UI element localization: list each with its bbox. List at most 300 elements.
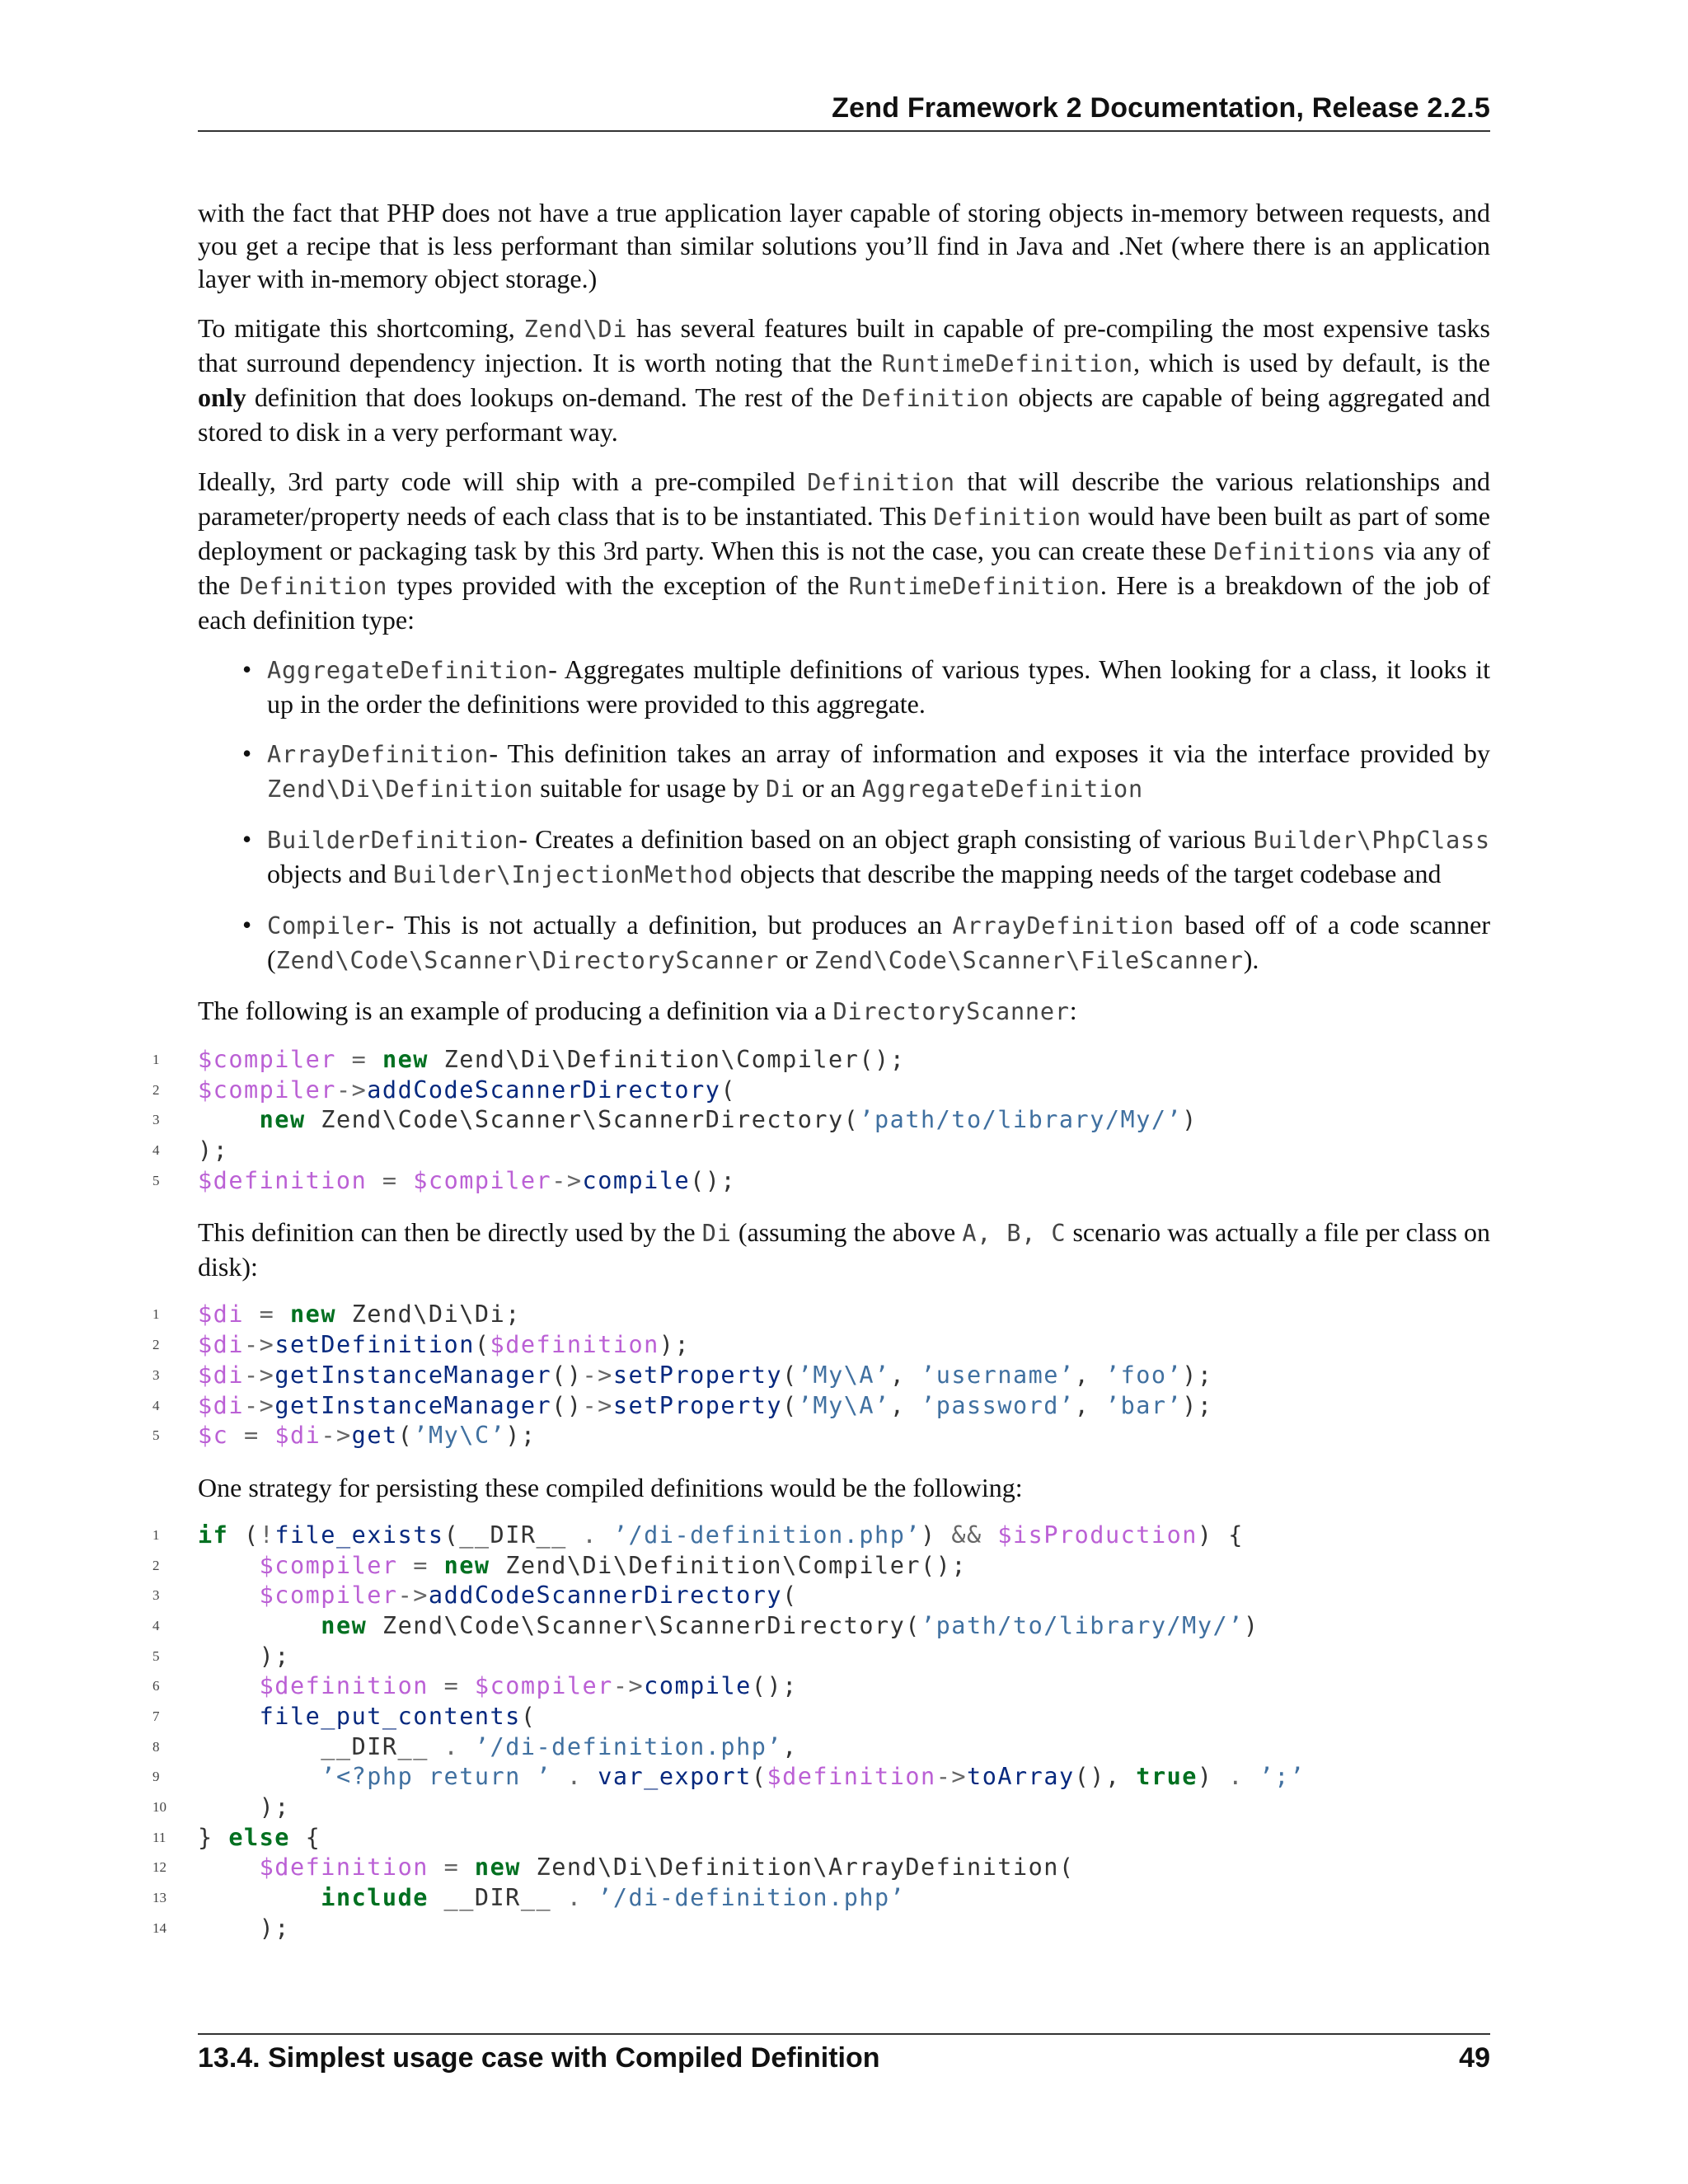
- code-literal: Zend\Di\Definition: [267, 776, 534, 803]
- code-token: [429, 1552, 444, 1579]
- text-run: definition that does lookups on-demand. The rest of the: [246, 382, 862, 412]
- code-token: );: [198, 1137, 229, 1165]
- code-token: ->: [582, 1391, 613, 1419]
- code-token: new: [443, 1551, 490, 1579]
- code-token: !: [259, 1521, 275, 1549]
- header-divider: [198, 130, 1490, 132]
- code-token: getInstanceManager: [274, 1361, 552, 1389]
- line-number: 12: [152, 1859, 166, 1876]
- code-literal: DirectoryScanner: [832, 998, 1070, 1025]
- line-number: 7: [152, 1708, 160, 1724]
- code-token: ->: [935, 1763, 968, 1791]
- code-token: ’My\A’: [797, 1361, 890, 1389]
- code-token: .: [1228, 1763, 1244, 1791]
- line-number: 3: [152, 1112, 160, 1128]
- code-line: [0, 1421, 1490, 1451]
- code-literal: AggregateDefinition: [861, 776, 1143, 803]
- code-source: [198, 1732, 798, 1763]
- text-run: that will describe the various relationships and parameter/property needs of each class that is to be instantiated. This: [198, 466, 1491, 531]
- code-token: $di: [198, 1331, 244, 1359]
- line-number: 2: [152, 1081, 160, 1098]
- code-token: ,: [1074, 1391, 1105, 1419]
- code-line: [0, 1551, 1490, 1582]
- code-source: [198, 1671, 798, 1702]
- text-run: based off of a code scanner (: [267, 910, 1491, 974]
- code-token: [244, 1301, 260, 1328]
- code-line: [0, 1732, 1490, 1763]
- code-token: =: [413, 1551, 429, 1579]
- text-run: (assuming the above: [731, 1217, 963, 1248]
- code-token: $definition: [259, 1672, 429, 1700]
- code-token: [459, 1733, 475, 1760]
- line-number: 4: [152, 1397, 160, 1413]
- text-run: objects are capable of being aggregated and stored to disk in a very performant way.: [198, 382, 1491, 447]
- code-token: [198, 1884, 321, 1911]
- line-number: 2: [152, 1557, 160, 1573]
- code-token: getInstanceManager: [274, 1391, 552, 1419]
- code-token: [398, 1552, 414, 1579]
- code-line: [0, 1702, 1490, 1732]
- line-number: 11: [152, 1829, 166, 1845]
- code-token: [198, 1763, 321, 1790]
- code-line: [0, 1300, 1490, 1330]
- code-literal: Builder\InjectionMethod: [392, 861, 734, 888]
- code-token: ’foo’: [1104, 1361, 1183, 1389]
- list-item-builder-definition: [242, 823, 1490, 892]
- code-source: [198, 1361, 1213, 1391]
- paragraph-intro: [198, 196, 1490, 295]
- list-item-compiler: [242, 908, 1491, 977]
- code-line: [0, 1166, 1490, 1197]
- line-number: 3: [152, 1587, 160, 1604]
- code-source: [198, 1823, 321, 1854]
- code-literal: Definition: [861, 385, 1010, 412]
- code-token: ->: [321, 1422, 352, 1450]
- code-token: [429, 1854, 444, 1881]
- text-run: scenario was actually a file per class on disk):: [198, 1217, 1491, 1282]
- code-token: [459, 1854, 475, 1881]
- text-run: or: [779, 944, 814, 974]
- code-line: [0, 1611, 1490, 1642]
- bullet-icon: •: [242, 910, 252, 940]
- code-token: (),: [1074, 1763, 1137, 1791]
- code-token: (: [782, 1582, 798, 1610]
- code-token: addCodeScannerDirectory: [428, 1582, 783, 1610]
- code-line: [0, 1793, 1490, 1823]
- code-token: $c: [198, 1422, 229, 1450]
- code-token: [1244, 1763, 1259, 1790]
- code-token: ,: [889, 1391, 921, 1419]
- list-item-text: [267, 654, 1490, 719]
- code-token: ): [1243, 1611, 1259, 1639]
- text-run: This definition can then be directly used by the: [198, 1217, 702, 1248]
- code-token: [336, 1046, 352, 1073]
- code-token: ): [921, 1521, 952, 1549]
- code-token: [367, 1046, 382, 1073]
- text-run: suitable for usage by: [533, 773, 766, 803]
- line-number: 4: [152, 1617, 160, 1633]
- code-token: $definition: [259, 1854, 429, 1882]
- text-run: . Here is a breakdown of the job of each definition type:: [198, 570, 1491, 635]
- code-token: [260, 1422, 275, 1449]
- code-token: [198, 1854, 260, 1881]
- code-source: [198, 1105, 1198, 1136]
- code-token: );: [659, 1331, 691, 1359]
- line-number: 2: [152, 1337, 160, 1353]
- paragraph-ideally: [198, 465, 1490, 636]
- code-token: compile: [582, 1166, 691, 1194]
- code-token: addCodeScannerDirectory: [367, 1076, 721, 1104]
- code-source: [198, 1076, 736, 1106]
- code-token: Zend\Code\Scanner\ScannerDirectory(: [305, 1106, 860, 1134]
- code-token: [198, 1106, 260, 1133]
- code-token: ’My\A’: [797, 1391, 890, 1419]
- code-literal: ArrayDefinition: [267, 741, 490, 768]
- code-token: ’path/to/library/My/’: [859, 1106, 1183, 1134]
- text-run: :: [1069, 996, 1077, 1025]
- text-run: via any of the: [198, 536, 1491, 600]
- text-run: types provided with the exception of the: [387, 570, 849, 600]
- code-token: (: [782, 1361, 798, 1389]
- code-source: [198, 1045, 905, 1076]
- code-literal: Di: [765, 776, 795, 803]
- code-token: $definition: [767, 1763, 936, 1791]
- code-token: ->: [582, 1361, 613, 1389]
- paragraph-example-intro: [198, 994, 1490, 1029]
- code-token: ,: [889, 1361, 921, 1389]
- page-body: [152, 196, 1491, 1964]
- text-run: - Creates a definition based on an object graph consisting of various: [518, 824, 1254, 854]
- code-token: new: [474, 1854, 521, 1882]
- code-token: $compiler: [413, 1166, 552, 1194]
- code-source: [198, 1793, 290, 1823]
- line-number: 4: [152, 1142, 160, 1159]
- code-literal: ArrayDefinition: [952, 912, 1175, 940]
- line-number: 1: [152, 1526, 160, 1543]
- code-line: [0, 1361, 1490, 1391]
- code-token: (): [551, 1361, 583, 1389]
- code-token: [551, 1763, 567, 1790]
- code-token: $isProduction: [997, 1521, 1198, 1549]
- text-run: One strategy for persisting these compiled definitions would be the following:: [198, 1472, 1023, 1502]
- footer-divider: [198, 2033, 1490, 2035]
- code-token: [398, 1167, 414, 1194]
- text-run: would have been built as part of some deployment or packaging task by this 3rd party. When this is not the case, you can create these: [198, 501, 1491, 565]
- code-token: [198, 1552, 260, 1579]
- code-literal: Di: [701, 1220, 732, 1248]
- code-token: ,: [782, 1732, 798, 1760]
- code-token: __DIR__: [198, 1732, 444, 1760]
- code-token: $compiler: [259, 1582, 398, 1610]
- code-literal: Zend\Di: [523, 316, 628, 343]
- paragraph-mitigate: [198, 312, 1490, 448]
- text-run: or an: [795, 773, 862, 803]
- code-source: [198, 1611, 1259, 1642]
- code-token: $compiler: [474, 1672, 613, 1700]
- code-token: [459, 1672, 475, 1699]
- code-line: [0, 1045, 1490, 1076]
- code-token: );: [505, 1422, 537, 1450]
- text-run: The following is an example of producing a definition via a: [198, 996, 833, 1025]
- code-source: [198, 1581, 798, 1611]
- code-token: ->: [243, 1361, 275, 1389]
- code-source: [198, 1521, 1244, 1551]
- code-token: (: [397, 1422, 414, 1450]
- code-token: ->: [243, 1331, 275, 1359]
- code-token: &&: [951, 1521, 982, 1549]
- code-literal: A, B, C: [962, 1220, 1067, 1248]
- code-token: .: [443, 1732, 460, 1760]
- code-token: ->: [243, 1391, 275, 1419]
- code-line: [0, 1762, 1490, 1793]
- code-token: =: [443, 1672, 460, 1700]
- code-source: [198, 1883, 905, 1914]
- code-literal: RuntimeDefinition: [848, 573, 1100, 600]
- code-token: [274, 1301, 290, 1328]
- code-block-di-usage: [0, 1300, 1490, 1451]
- line-number: 8: [152, 1738, 160, 1755]
- code-token: =: [259, 1301, 275, 1329]
- code-source: [198, 1762, 1306, 1793]
- code-token: [198, 1672, 260, 1699]
- list-item-aggregate-definition: [242, 653, 1490, 720]
- code-line: [0, 1581, 1490, 1611]
- code-literal: Definition: [239, 573, 388, 600]
- code-literal: RuntimeDefinition: [881, 350, 1133, 377]
- code-token: (: [228, 1521, 260, 1549]
- code-token: Zend\Di\Definition\ArrayDefinition(: [520, 1854, 1075, 1882]
- code-token: file_exists: [274, 1521, 444, 1549]
- code-token: file_put_contents: [259, 1703, 521, 1730]
- line-number: 1: [152, 1306, 160, 1323]
- line-number: 1: [152, 1052, 160, 1067]
- code-token: );: [1182, 1361, 1213, 1389]
- text-run: - Aggregates multiple definitions of various types. When looking for a class, it looks it up in the order the definitions were provided to this aggregate.: [267, 654, 1490, 719]
- line-number: 5: [152, 1172, 160, 1188]
- code-token: $compiler: [198, 1046, 336, 1073]
- text-run: has several features built in capable of pre-compiling the most expensive tasks that surround dependency injection. It is worth noting that the: [198, 313, 1490, 377]
- code-token: ();: [690, 1166, 737, 1194]
- code-token: ’;’: [1259, 1763, 1306, 1791]
- code-token: ) {: [1197, 1521, 1244, 1549]
- code-line: [0, 1391, 1490, 1422]
- code-literal: Definitions: [1213, 538, 1376, 565]
- line-number: 9: [152, 1769, 160, 1785]
- code-token: (): [551, 1391, 583, 1419]
- code-token: );: [198, 1793, 290, 1821]
- code-token: (: [720, 1076, 737, 1104]
- code-token: else: [228, 1823, 290, 1851]
- code-token: new: [321, 1611, 368, 1639]
- code-token: ’/di-definition.php’: [474, 1732, 783, 1760]
- code-literal: Definition: [933, 504, 1081, 531]
- emphasis-text: only: [198, 382, 246, 412]
- code-block-persisting: [0, 1521, 1490, 1944]
- code-token: ’/di-definition.php’: [612, 1521, 921, 1549]
- code-token: toArray: [967, 1763, 1075, 1791]
- bullet-icon: •: [242, 738, 252, 768]
- code-source: [198, 1136, 228, 1166]
- code-token: ’bar’: [1104, 1391, 1183, 1419]
- text-run: - This definition takes an array of information and exposes it via the interface provided by: [489, 738, 1490, 768]
- code-token: $compiler: [198, 1076, 336, 1104]
- code-token: [982, 1521, 998, 1549]
- code-token: Zend\Di\Definition\Compiler();: [490, 1551, 967, 1579]
- code-token: [367, 1167, 382, 1194]
- list-item-array-definition: [242, 737, 1490, 806]
- code-token: include: [321, 1884, 429, 1912]
- code-token: [429, 1672, 444, 1699]
- text-run: objects and: [267, 859, 393, 888]
- text-run: , which is used by default, is the: [1133, 348, 1491, 377]
- code-token: .: [566, 1763, 583, 1791]
- code-token: ’<?php return ’: [321, 1763, 552, 1791]
- code-token: $di: [198, 1301, 244, 1329]
- code-token: ’/di-definition.php’: [598, 1884, 906, 1912]
- code-literal: AggregateDefinition: [267, 657, 549, 684]
- code-token: .: [566, 1884, 583, 1912]
- bullet-icon: •: [242, 654, 252, 684]
- text-run: objects that describe the mapping needs of the target codebase and: [733, 859, 1442, 888]
- code-token: (: [520, 1703, 537, 1730]
- code-token: =: [244, 1422, 260, 1450]
- code-token: {: [289, 1823, 321, 1851]
- code-token: $definition: [490, 1331, 659, 1359]
- code-line: [0, 1853, 1490, 1883]
- code-token: =: [382, 1166, 398, 1194]
- code-block-compiler: [0, 1045, 1490, 1196]
- code-token: }: [198, 1823, 229, 1851]
- code-token: $di: [274, 1422, 321, 1450]
- code-source: [198, 1914, 290, 1944]
- code-token: Zend\Code\Scanner\ScannerDirectory(: [367, 1611, 921, 1639]
- code-token: [198, 1612, 321, 1639]
- code-source: [198, 1391, 1213, 1422]
- code-literal: Definition: [807, 469, 955, 496]
- code-token: =: [443, 1854, 460, 1882]
- code-token: [583, 1884, 598, 1911]
- code-line: [0, 1521, 1490, 1551]
- code-token: $definition: [198, 1166, 368, 1194]
- code-line: [0, 1136, 1490, 1166]
- code-token: ();: [751, 1672, 798, 1700]
- code-token: setDefinition: [274, 1331, 475, 1359]
- text-run: with the fact that PHP does not have a true application layer capable of storing objects in-memory between requests, and you get a recipe that is less performant than similar solutions you’ll find in Java and .Net (where there is an application layer with in-memory object storage.): [198, 198, 1490, 293]
- code-source: [198, 1702, 537, 1732]
- code-token: Zend\Di\Definition\Compiler();: [428, 1046, 906, 1073]
- code-token: ->: [397, 1582, 429, 1610]
- code-token: setProperty: [612, 1391, 783, 1419]
- text-run: ).: [1243, 944, 1259, 974]
- code-token: );: [198, 1642, 290, 1670]
- code-literal: Compiler: [267, 912, 386, 940]
- code-token: $di: [198, 1361, 244, 1389]
- line-number: 10: [152, 1799, 166, 1816]
- code-token: var_export: [598, 1763, 752, 1791]
- code-line: [0, 1671, 1490, 1702]
- code-literal: BuilderDefinition: [267, 827, 519, 854]
- code-literal: Builder\PhpClass: [1253, 827, 1490, 854]
- paragraph-usage: [198, 1216, 1490, 1283]
- line-number: 13: [152, 1890, 166, 1906]
- code-line: [0, 1330, 1490, 1361]
- text-run: - This is not actually a definition, but produces an: [385, 910, 953, 940]
- code-token: [583, 1763, 598, 1790]
- code-token: (: [474, 1331, 490, 1359]
- code-token: );: [198, 1914, 290, 1942]
- code-token: ->: [335, 1076, 368, 1104]
- code-token: $di: [198, 1391, 244, 1419]
- line-number: 5: [152, 1427, 160, 1444]
- page-header-title: Zend Framework 2 Documentation, Release 2.2.5: [832, 92, 1490, 124]
- code-line: [0, 1076, 1490, 1106]
- code-source: [198, 1853, 1075, 1883]
- code-token: ’username’: [921, 1361, 1075, 1389]
- text-run: To mitigate this shortcoming,: [198, 313, 524, 343]
- code-token: [228, 1422, 244, 1449]
- code-source: [198, 1330, 690, 1361]
- code-token: (__DIR__: [443, 1521, 583, 1549]
- code-token: .: [582, 1521, 598, 1549]
- code-token: if: [198, 1521, 229, 1549]
- code-token: ’path/to/library/My/’: [920, 1611, 1244, 1639]
- code-token: (: [751, 1763, 767, 1791]
- code-token: ’My\C’: [413, 1422, 506, 1450]
- code-token: new: [259, 1106, 306, 1134]
- code-source: [198, 1642, 290, 1672]
- code-line: [0, 1823, 1490, 1854]
- code-token: ’password’: [921, 1391, 1075, 1419]
- list-item-text: [267, 824, 1490, 888]
- code-source: [198, 1300, 521, 1330]
- code-token: ,: [1074, 1361, 1105, 1389]
- line-number: 3: [152, 1366, 160, 1383]
- code-token: ->: [551, 1166, 583, 1194]
- footer-section-title: 13.4. Simplest usage case with Compiled Definition: [198, 2042, 880, 2074]
- code-line: [0, 1105, 1490, 1136]
- code-line: [0, 1914, 1490, 1944]
- code-token: compile: [644, 1672, 752, 1700]
- text-run: Ideally, 3rd party code will ship with a pre-compiled: [198, 466, 808, 496]
- code-token: true: [1136, 1763, 1198, 1791]
- list-item-text: [267, 738, 1490, 803]
- code-line: [0, 1883, 1490, 1914]
- code-token: [598, 1521, 613, 1549]
- definition-types-list: [198, 653, 1490, 977]
- code-token: ): [1197, 1763, 1229, 1791]
- code-source: [198, 1421, 537, 1451]
- line-number: 6: [152, 1678, 160, 1694]
- code-token: setProperty: [612, 1361, 783, 1389]
- footer-page-number: 49: [1459, 2042, 1490, 2074]
- line-number: 5: [152, 1647, 160, 1664]
- code-token: new: [382, 1046, 429, 1073]
- code-token: ->: [612, 1672, 645, 1700]
- code-token: get: [351, 1422, 398, 1450]
- code-token: new: [290, 1301, 336, 1329]
- code-token: $compiler: [259, 1551, 398, 1579]
- code-line: [0, 1642, 1490, 1672]
- code-token: Zend\Di\Di;: [335, 1301, 521, 1329]
- bullet-icon: •: [242, 824, 252, 854]
- code-source: [198, 1166, 736, 1197]
- code-token: ): [1182, 1106, 1198, 1134]
- code-token: );: [1182, 1391, 1213, 1419]
- code-token: [198, 1582, 260, 1609]
- code-literal: Zend\Code\Scanner\DirectoryScanner: [275, 947, 780, 974]
- code-token: =: [351, 1046, 368, 1073]
- code-token: __DIR__: [428, 1884, 567, 1912]
